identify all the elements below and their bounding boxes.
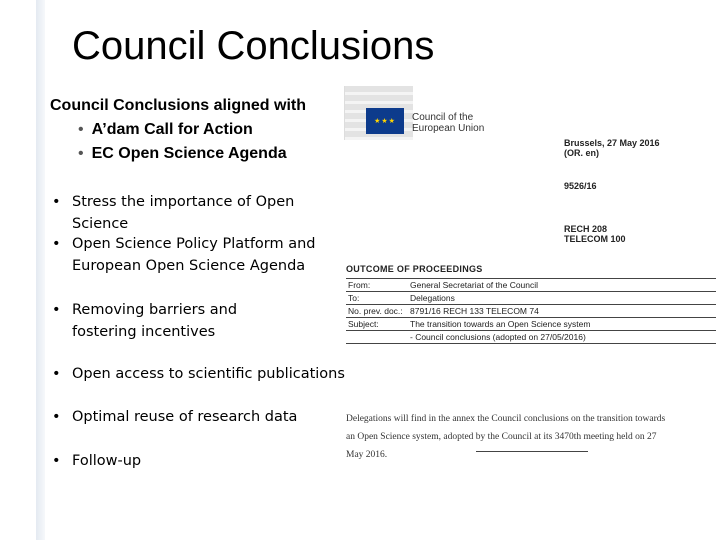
table-row: From: General Secretariat of the Council bbox=[346, 279, 716, 292]
divider bbox=[476, 451, 588, 452]
table-row: No. prev. doc.: 8791/16 RECH 133 TELECOM 74 bbox=[346, 305, 716, 318]
bullet-text: Open Science Policy Platform and European Open Science Agenda bbox=[72, 236, 316, 274]
bullet-dot-icon: • bbox=[52, 236, 61, 252]
table-row: To: Delegations bbox=[346, 292, 716, 305]
council-name: Council of the European Union bbox=[412, 112, 485, 134]
eu-flag-icon: ★★★ bbox=[366, 108, 404, 134]
slide-left-border bbox=[36, 0, 45, 540]
intro-heading: Council Conclusions aligned with bbox=[50, 97, 307, 114]
bullet-dot-icon: • bbox=[52, 302, 61, 318]
council-document-snapshot bbox=[340, 86, 720, 466]
bullet-dot-icon: • bbox=[78, 121, 84, 138]
bullet-item bbox=[52, 406, 352, 428]
document-number: 9526/16 bbox=[564, 181, 597, 191]
bullet-text: Follow-up bbox=[72, 453, 142, 469]
proceedings-table bbox=[346, 278, 716, 344]
bullet-text: Open access to scientific publications bbox=[72, 366, 345, 382]
table-row: - Council conclusions (adopted on 27/05/2016) bbox=[346, 331, 716, 344]
bullet-item bbox=[52, 363, 352, 385]
bullet-dot-icon: • bbox=[52, 366, 61, 382]
bullet-dot-icon: • bbox=[52, 453, 61, 469]
intro-item: • A’dam Call for Action bbox=[78, 121, 253, 138]
bullet-text: Optimal reuse of research data bbox=[72, 409, 298, 425]
bullet-item bbox=[52, 233, 352, 277]
slide-title: Council Conclusions bbox=[72, 24, 435, 68]
intro-block bbox=[50, 94, 350, 166]
document-codes: RECH 208 TELECOM 100 bbox=[564, 224, 626, 244]
table-row: Subject: The transition towards an Open Science system bbox=[346, 318, 716, 331]
document-place-date: Brussels, 27 May 2016 (OR. en) bbox=[564, 138, 660, 158]
bullet-dot-icon: • bbox=[52, 409, 61, 425]
bullet-text: Removing barriers and fostering incentives bbox=[72, 302, 238, 340]
bullet-item bbox=[52, 299, 352, 343]
bullet-dot-icon: • bbox=[78, 145, 84, 162]
bullet-text: Stress the importance of Open Science bbox=[72, 194, 295, 232]
intro-item: • EC Open Science Agenda bbox=[78, 145, 287, 162]
bullet-item bbox=[52, 450, 352, 472]
bullet-dot-icon: • bbox=[52, 194, 61, 210]
document-paragraph: Delegations will find in the annex the Council conclusions on the transition towards an Open Science system, adopted by the Council at its 3470th meeting held on 27 May 2016. bbox=[346, 414, 666, 460]
outcome-heading: OUTCOME OF PROCEEDINGS bbox=[346, 264, 483, 274]
bullet-item bbox=[52, 191, 352, 235]
